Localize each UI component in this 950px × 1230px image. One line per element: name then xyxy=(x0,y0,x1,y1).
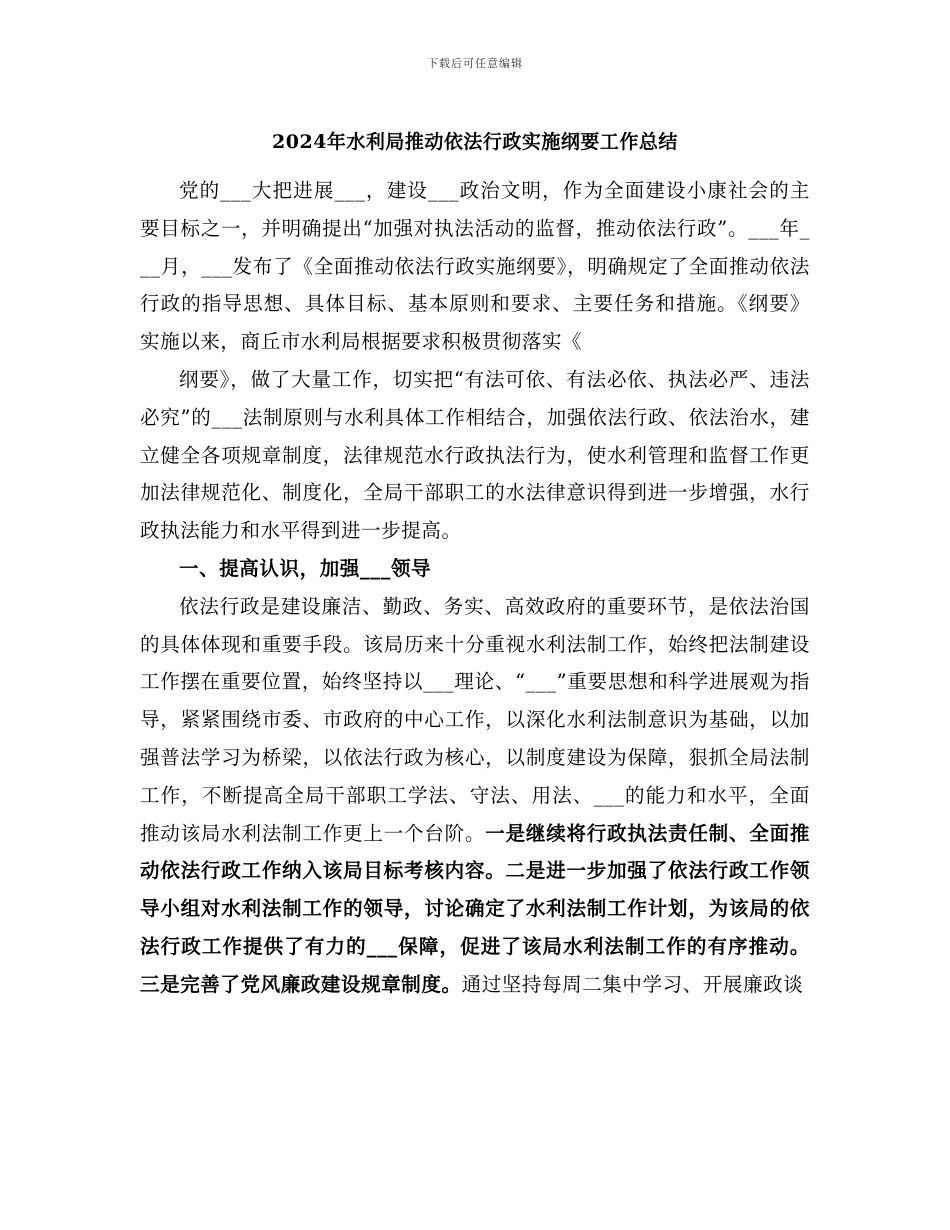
paragraph-section-1-tail-text: 通过坚持每周二集中学习、开展廉政谈 xyxy=(461,972,804,996)
paragraph-section-1-text: 依法行政是建设廉洁、勤政、务实、高效政府的重要环节，是依法治国的具体体现和重要手段。该局历来十分重视水利法制工作，始终把法制建设工作摆在重要位置，始终坚持以___理论、“___”重要思想和科学进展观为指导，紧紧围绕市委、市政府的中心工作，以深化水利法制意识为基础，以加强普法学习为桥梁，以依法行政为核心，以制度建设为保障，狠抓全局法制工作，不断提高全局干部职工学法、守法、用法、___的能力和水平，全面推动该局水利法制工作更上一个台阶。 xyxy=(140,594,810,845)
paragraph-section-1-bold-text: 一是继续将行政执法责任制、全面推动依法行政工作纳入该局目标考核内容。二是进一步加强了依法行政工作领导小组对水利法制工作的领导，讨论确定了水利法制工作计划，为该局的依法行政工作提供了有力的___保障，促进了该局水利法制工作的有序推动。三是完善了党风廉政建设规章制度。 xyxy=(140,821,811,996)
paragraph-intro: 党的___大把进展___，建设___政治文明，作为全面建设小康社会的主要目标之一，并明确提出“加强对执法活动的监督，推动依法行政”。___年___月，___发布了《全面推动依法行政实施纲要》，明确规定了全面推动依法行政的指导思想、具体目标、基本原则和要求、主要任务和措施。《纲要》实施以来，商丘市水利局根据要求积极贯彻落实《 xyxy=(140,179,810,354)
paragraph-continuation: 纲要》，做了大量工作，切实把“有法可依、有法必依、执法必严、违法必究”的___法制原则与水利具体工作相结合，加强依法行政、依法治水，建立健全各项规章制度，法律规范水行政执法行为，使水利管理和监督工作更加法律规范化、制度化，全局干部职工的水法律意识得到进一步增强，水行政执法能力和水平得到进一步提高。 xyxy=(140,367,810,543)
document-body xyxy=(140,172,810,1004)
header-note: 下载后可任意编辑 xyxy=(427,57,523,70)
paragraph-section-1 xyxy=(140,588,810,1004)
section-heading-1: 一、提高认识，加强___领导 xyxy=(179,556,432,580)
document-title: 2024年水利局推动依法行政实施纲要工作总结 xyxy=(272,131,678,153)
